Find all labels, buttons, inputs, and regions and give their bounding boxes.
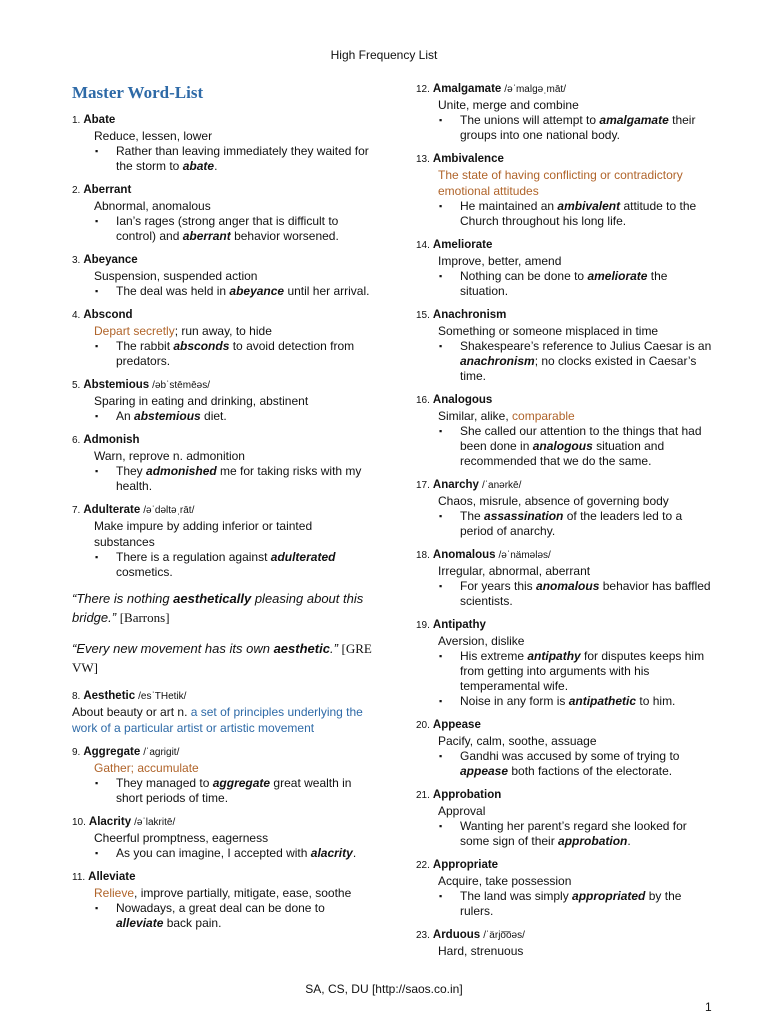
example-keyword: anachronism bbox=[460, 354, 535, 368]
right-entries bbox=[416, 82, 716, 959]
example-text: their groups into one national body. bbox=[460, 113, 696, 142]
example-text: There is a regulation against bbox=[116, 550, 271, 564]
entry-number: 14. bbox=[416, 240, 430, 251]
example-text: . bbox=[627, 834, 631, 848]
entry-number: 17. bbox=[416, 480, 430, 491]
entry-number: 20. bbox=[416, 720, 430, 731]
entry-term bbox=[416, 788, 716, 803]
example-text: The unions will attempt to bbox=[460, 113, 600, 127]
definition-text: Sparing in eating and drinking, abstinent bbox=[94, 394, 309, 408]
definition-text: Hard, strenuous bbox=[438, 944, 524, 958]
entry-term bbox=[72, 815, 372, 830]
entry-definition bbox=[438, 408, 716, 424]
entry-word: Anachronism bbox=[432, 309, 507, 321]
quote-line bbox=[72, 639, 372, 677]
example-keyword: alleviate bbox=[116, 916, 164, 930]
entry-term bbox=[72, 308, 372, 323]
example-bullet bbox=[460, 694, 716, 709]
example-keyword: abstemious bbox=[134, 409, 201, 423]
definition-text: About beauty or art n. bbox=[72, 705, 191, 719]
example-text: situation and recommended that we do the same. bbox=[460, 439, 665, 468]
example-text: attitude to the Church throughout his long life. bbox=[460, 199, 697, 228]
entry-number: 22. bbox=[416, 860, 430, 871]
word-entry bbox=[72, 433, 372, 494]
example-text: back pain. bbox=[163, 916, 222, 930]
left-entries bbox=[72, 113, 372, 580]
entry-number: 21. bbox=[416, 790, 430, 801]
entry-term bbox=[416, 618, 716, 633]
word-entry bbox=[416, 548, 716, 609]
example-keyword: abate bbox=[182, 159, 215, 173]
entry-number: 6. bbox=[72, 435, 81, 446]
entry-definition: The state of having conflicting or contradictory emotional attitudes bbox=[438, 168, 683, 198]
entry-definition bbox=[438, 733, 716, 749]
example-bullet bbox=[460, 579, 716, 609]
entry-number: 11. bbox=[72, 872, 86, 883]
example-bullet bbox=[116, 776, 372, 806]
example-keyword: aberrant bbox=[182, 229, 231, 243]
example-bullet bbox=[116, 550, 372, 580]
example-bullet bbox=[116, 284, 372, 299]
example-bullet bbox=[116, 846, 372, 861]
entry-pronunciation: /ˈagrigit/ bbox=[143, 747, 180, 758]
definition-highlight: Depart secretly bbox=[94, 324, 175, 338]
entry-pronunciation: /əˈmalgəˌmāt/ bbox=[504, 84, 566, 95]
entry-pronunciation: /ˈanərkē/ bbox=[481, 480, 522, 491]
example-keyword: amalgamate bbox=[599, 113, 669, 127]
example-text: She called our attention to the things that had been done in bbox=[460, 424, 702, 453]
word-entry bbox=[72, 378, 372, 424]
entry-term bbox=[416, 478, 716, 493]
quote-source: [Barrons] bbox=[119, 610, 170, 625]
entry-term bbox=[72, 433, 372, 448]
example-text: Shakespeare’s reference to Julius Caesar is an bbox=[460, 339, 712, 353]
example-keyword: anomalous bbox=[536, 579, 600, 593]
example-keyword: appease bbox=[460, 764, 509, 778]
example-bullet bbox=[116, 144, 372, 174]
word-entry bbox=[72, 308, 372, 369]
example-text: He maintained an bbox=[460, 199, 558, 213]
entry-word: Ameliorate bbox=[432, 239, 493, 251]
definition-text: Reduce, lessen, lower bbox=[94, 129, 213, 143]
definition-text: Acquire, take possession bbox=[438, 874, 572, 888]
entry-definition bbox=[438, 873, 716, 889]
example-keyword: analogous bbox=[532, 439, 593, 453]
entry-definition bbox=[438, 943, 716, 959]
entry-pronunciation: /əˈdəltəˌrāt/ bbox=[143, 505, 195, 516]
entry-number: 15. bbox=[416, 310, 430, 321]
entry-number: 16. bbox=[416, 395, 430, 406]
entry-word: Alacrity bbox=[88, 816, 132, 828]
example-text: great wealth in short periods of time. bbox=[116, 776, 352, 805]
example-bullet bbox=[460, 509, 716, 539]
entry-number: 2. bbox=[72, 185, 81, 196]
entry-word: Adulterate bbox=[83, 504, 141, 516]
definition-text: Warn, reprove n. admonition bbox=[94, 449, 245, 463]
entry-word: Aberrant bbox=[83, 184, 132, 196]
example-text: diet. bbox=[200, 409, 227, 423]
entry-definition bbox=[438, 253, 716, 269]
word-entry bbox=[416, 928, 716, 959]
entry-number: 7. bbox=[72, 505, 81, 516]
example-text: The deal was held in bbox=[116, 284, 230, 298]
example-text: to avoid detection from predators. bbox=[116, 339, 355, 368]
word-entry bbox=[72, 113, 372, 174]
entry-term bbox=[416, 82, 716, 97]
example-text: Wanting her parent’s regard she looked for some sign of their bbox=[460, 819, 687, 848]
definition-text: Cheerful promptness, eagerness bbox=[94, 831, 269, 845]
word-entry bbox=[416, 858, 716, 919]
definition-text: Approval bbox=[438, 804, 486, 818]
example-keyword: admonished bbox=[146, 464, 217, 478]
quote-source: [GRE VW] bbox=[72, 641, 372, 675]
example-text: by the rulers. bbox=[460, 889, 682, 918]
example-text: The rabbit bbox=[116, 339, 174, 353]
entry-word: Aesthetic bbox=[83, 690, 136, 702]
example-keyword: approbation bbox=[558, 834, 628, 848]
entry-word: Admonish bbox=[83, 434, 140, 446]
entry-word: Abscond bbox=[83, 309, 133, 321]
entry-word: Antipathy bbox=[432, 619, 486, 631]
word-entry bbox=[416, 478, 716, 539]
entry-number: 5. bbox=[72, 380, 81, 391]
entry-pronunciation: /əbˈstēmēəs/ bbox=[152, 380, 210, 391]
example-text: His extreme bbox=[460, 649, 528, 663]
entry-number: 9. bbox=[72, 747, 81, 758]
example-keyword: abeyance bbox=[229, 284, 285, 298]
quotes bbox=[72, 589, 372, 677]
entry-word: Appease bbox=[432, 719, 481, 731]
entry-number: 18. bbox=[416, 550, 430, 561]
example-text: The bbox=[460, 509, 485, 523]
quote-text: .” bbox=[329, 641, 342, 656]
page-header: High Frequency List bbox=[330, 48, 438, 62]
entry-definition bbox=[438, 97, 716, 113]
word-entry bbox=[72, 689, 372, 736]
page-number: 1 bbox=[705, 1000, 712, 1014]
definition-highlight: Relieve bbox=[94, 886, 135, 900]
definition-text: Unite, merge and combine bbox=[438, 98, 579, 112]
page-footer: SA, CS, DU [http://saos.co.in] bbox=[305, 982, 463, 996]
example-bullet bbox=[460, 424, 716, 469]
definition-text: Chaos, misrule, absence of governing body bbox=[438, 494, 669, 508]
document-title: Master Word-List bbox=[72, 83, 204, 102]
example-text: ; no clocks existed in Caesar’s time. bbox=[460, 354, 697, 383]
example-bullet bbox=[460, 199, 716, 229]
example-text: behavior has baffled scientists. bbox=[460, 579, 711, 608]
entry-pronunciation: /ˈärjo͞oəs/ bbox=[483, 930, 525, 941]
word-entry bbox=[416, 238, 716, 299]
example-bullet bbox=[460, 819, 716, 849]
example-keyword: absconds bbox=[173, 339, 230, 353]
example-bullet bbox=[460, 113, 716, 143]
entry-word: Ambivalence bbox=[432, 153, 504, 165]
entry-number: 1. bbox=[72, 115, 81, 126]
example-text: Ian’s rages (strong anger that is difficult to control) and bbox=[116, 214, 339, 243]
example-keyword: alacrity bbox=[310, 846, 353, 860]
word-entry bbox=[72, 183, 372, 244]
example-text: As you can imagine, I accepted with bbox=[116, 846, 311, 860]
entry-definition bbox=[94, 885, 372, 901]
example-text: Nothing can be done to bbox=[460, 269, 588, 283]
word-entry bbox=[416, 308, 716, 384]
entry-definition bbox=[72, 704, 372, 736]
example-text: the situation. bbox=[460, 269, 668, 298]
example-text: both factions of the electorate. bbox=[508, 764, 673, 778]
example-bullet bbox=[460, 889, 716, 919]
example-bullet bbox=[116, 339, 372, 369]
left-column bbox=[72, 78, 372, 940]
word-entry bbox=[72, 503, 372, 580]
word-entry bbox=[72, 870, 372, 931]
entry-word: Abeyance bbox=[83, 254, 138, 266]
entry-definition bbox=[94, 128, 372, 144]
example-text: Gandhi was accused by some of trying to bbox=[460, 749, 680, 763]
entry-definition bbox=[438, 323, 716, 339]
example-text: of the leaders led to a period of anarchy. bbox=[460, 509, 683, 538]
entry-definition bbox=[94, 268, 372, 284]
example-text: behavior worsened. bbox=[230, 229, 339, 243]
example-keyword: assassination bbox=[484, 509, 564, 523]
example-text: Rather than leaving immediately they waited for the storm to bbox=[116, 144, 369, 173]
example-bullet bbox=[116, 409, 372, 424]
quote-keyword: aesthetically bbox=[173, 591, 252, 606]
entry-definition bbox=[94, 323, 372, 339]
entry-definition bbox=[438, 493, 716, 509]
definition-text: , improve partially, mitigate, ease, soothe bbox=[134, 886, 352, 900]
entry-number: 23. bbox=[416, 930, 430, 941]
entry-number: 3. bbox=[72, 255, 81, 266]
example-text: They managed to bbox=[116, 776, 213, 790]
entry-term bbox=[416, 718, 716, 733]
example-text: for disputes keeps him from getting into arguments with his temperamental wife. bbox=[460, 649, 705, 693]
example-text: . bbox=[352, 846, 357, 860]
example-keyword: ambivalent bbox=[557, 199, 621, 213]
left-entries-continued bbox=[72, 689, 372, 931]
definition-text: Suspension, suspended action bbox=[94, 269, 258, 283]
entry-term bbox=[72, 689, 372, 704]
entry-number: 8. bbox=[72, 691, 81, 702]
entry-term bbox=[416, 393, 716, 408]
example-text: to him. bbox=[636, 694, 676, 708]
example-text: . bbox=[214, 159, 218, 173]
definition-highlight: comparable bbox=[512, 409, 575, 423]
definition-text: Something or someone misplaced in time bbox=[438, 324, 659, 338]
definition-text: ; run away, to hide bbox=[174, 324, 272, 338]
entry-word: Appropriate bbox=[432, 859, 499, 871]
example-bullet bbox=[116, 901, 372, 931]
word-entry bbox=[416, 788, 716, 849]
definition-text: Pacify, calm, soothe, assuage bbox=[438, 734, 597, 748]
definition-text: Irregular, abnormal, aberrant bbox=[438, 564, 591, 578]
entry-word: Arduous bbox=[432, 929, 481, 941]
example-text: The land was simply bbox=[460, 889, 573, 903]
word-entry bbox=[416, 393, 716, 469]
quote-text: pleasing about this bridge.” bbox=[72, 591, 364, 625]
entry-word: Alleviate bbox=[88, 871, 136, 883]
entry-definition bbox=[438, 803, 716, 819]
word-entry bbox=[416, 152, 716, 229]
example-text: Nowadays, a great deal can be done to bbox=[116, 901, 325, 915]
entry-pronunciation: /əˈlakritē/ bbox=[134, 817, 176, 828]
right-column bbox=[416, 82, 716, 968]
entry-number: 4. bbox=[72, 310, 81, 321]
word-entry bbox=[72, 815, 372, 861]
example-text: me for taking risks with my health. bbox=[116, 464, 362, 493]
entry-definition bbox=[438, 633, 716, 649]
entry-term bbox=[416, 858, 716, 873]
entry-definition bbox=[94, 198, 372, 214]
entry-word: Anomalous bbox=[432, 549, 496, 561]
entry-term bbox=[416, 548, 716, 563]
entry-word: Abate bbox=[83, 114, 116, 126]
definition-text: Abnormal, anomalous bbox=[94, 199, 211, 213]
entry-definition bbox=[94, 393, 372, 409]
example-bullet bbox=[116, 214, 372, 244]
example-keyword: aggregate bbox=[212, 776, 271, 790]
example-text: Noise in any form is bbox=[460, 694, 569, 708]
entry-word: Analogous bbox=[432, 394, 493, 406]
entry-term bbox=[72, 183, 372, 198]
entry-pronunciation: /esˈTHetik/ bbox=[138, 691, 187, 702]
entry-word: Abstemious bbox=[83, 379, 150, 391]
entry-term bbox=[416, 928, 716, 943]
entry-number: 13. bbox=[416, 154, 430, 165]
entry-term bbox=[72, 378, 372, 393]
entry-term bbox=[416, 308, 716, 323]
example-text: They bbox=[116, 464, 147, 478]
entry-term bbox=[416, 238, 716, 253]
example-text: cosmetics. bbox=[116, 565, 173, 579]
definition-text: Make impure by adding inferior or tainted substances bbox=[94, 519, 313, 549]
entry-pronunciation: /əˈnämələs/ bbox=[498, 550, 551, 561]
word-entry bbox=[416, 718, 716, 779]
example-text: For years this bbox=[460, 579, 537, 593]
definition-text: Improve, better, amend bbox=[438, 254, 562, 268]
entry-definition bbox=[94, 830, 372, 846]
example-bullet bbox=[460, 339, 716, 384]
entry-word: Approbation bbox=[432, 789, 502, 801]
entry-term bbox=[72, 870, 372, 885]
entry-word: Aggregate bbox=[83, 746, 141, 758]
definition-text: Similar, alike, bbox=[438, 409, 513, 423]
word-entry bbox=[416, 618, 716, 709]
entry-definition bbox=[94, 518, 372, 550]
quote-keyword: aesthetic bbox=[273, 641, 330, 656]
entry-number: 19. bbox=[416, 620, 430, 631]
example-keyword: antipathetic bbox=[568, 694, 637, 708]
example-bullet bbox=[460, 749, 716, 779]
example-bullet bbox=[460, 269, 716, 299]
entry-number: 12. bbox=[416, 84, 430, 95]
word-entry bbox=[72, 745, 372, 806]
entry-term bbox=[72, 113, 372, 128]
example-text: An bbox=[116, 409, 135, 423]
quote-text: “Every new movement has its own bbox=[72, 641, 274, 656]
example-keyword: antipathy bbox=[527, 649, 581, 663]
entry-word: Anarchy bbox=[432, 479, 479, 491]
entry-definition bbox=[438, 563, 716, 579]
example-text: until her arrival. bbox=[284, 284, 370, 298]
entry-term bbox=[72, 253, 372, 268]
quote-line bbox=[72, 589, 372, 627]
example-keyword: adulterated bbox=[270, 550, 336, 564]
example-bullet bbox=[460, 649, 716, 694]
entry-term bbox=[72, 745, 372, 760]
example-bullet bbox=[116, 464, 372, 494]
definition-text: Aversion, dislike bbox=[438, 634, 525, 648]
entry-number: 10. bbox=[72, 817, 86, 828]
definition-highlight: a set of principles underlying the work of a particular artist or artistic movement bbox=[72, 705, 363, 735]
entry-term bbox=[72, 503, 372, 518]
entry-definition: Gather; accumulate bbox=[94, 761, 199, 775]
word-entry bbox=[72, 253, 372, 299]
entry-definition bbox=[94, 448, 372, 464]
example-keyword: ameliorate bbox=[587, 269, 648, 283]
entry-word: Amalgamate bbox=[432, 83, 502, 95]
quote-text: “There is nothing bbox=[72, 591, 174, 606]
example-keyword: appropriated bbox=[572, 889, 646, 903]
entry-term bbox=[416, 152, 716, 167]
word-entry bbox=[416, 82, 716, 143]
